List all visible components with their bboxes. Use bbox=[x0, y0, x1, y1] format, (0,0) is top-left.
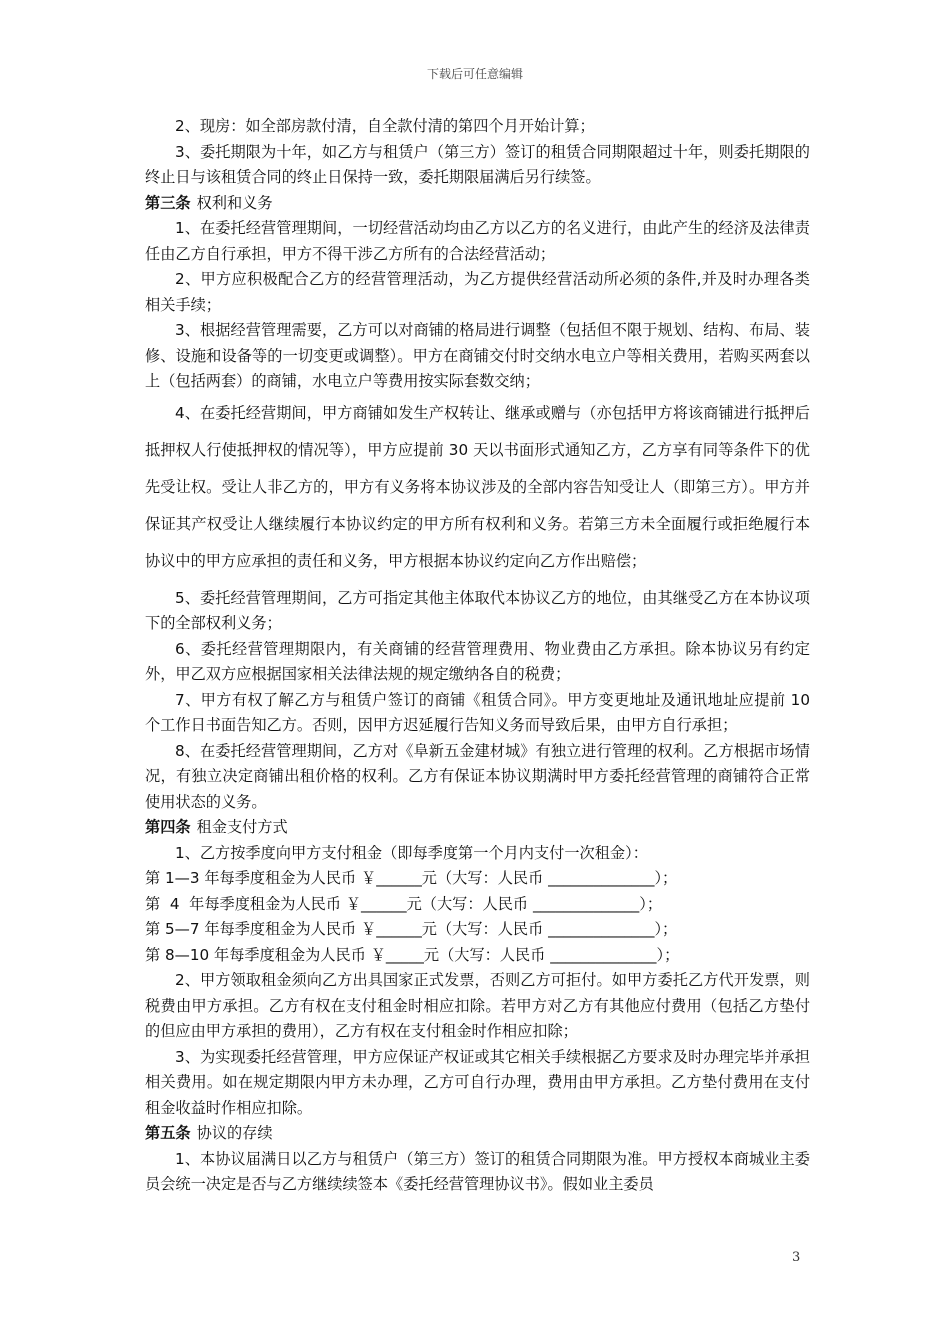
paragraph: 7、甲方有权了解乙方与租赁户签订的商铺《租赁合同》。甲方变更地址及通讯地址应提前 10 个工作日书面告知乙方。否则，因甲方迟延履行告知义务而导致后果，由甲方自行承担； bbox=[145, 690, 810, 734]
rent-line: 第 8—10 年每季度租金为人民币 ￥_____元（大写：人民币 ______________）； bbox=[145, 945, 680, 964]
paragraph: 1、乙方按季度向甲方支付租金（即每季度第一个月内支付一次租金）： bbox=[175, 843, 648, 862]
article-heading bbox=[145, 815, 810, 841]
paragraph: 3、根据经营管理需要，乙方可以对商铺的格局进行调整（包括但不限于规划、结构、布局、装修、设施和设备等的一切变更或调整）。甲方在商铺交付时交纳水电立户等相关费用，若购买两套以上（包括两套）的商铺，水电立户等费用按实际套数交纳； bbox=[145, 321, 810, 390]
paragraph: 3、为实现委托经营管理，甲方应保证产权证或其它相关手续根据乙方要求及时办理完毕并承担相关费用。如在规定期限内甲方未办理，乙方可自行办理，费用由甲方承担。乙方垫付费用在支付租金收益时作相应扣除。 bbox=[145, 1047, 810, 1117]
paragraph: 2、甲方应积极配合乙方的经营管理活动，为乙方提供经营活动所必须的条件,并及时办理各类相关手续； bbox=[145, 270, 810, 314]
paragraph: 1、本协议届满日以乙方与租赁户（第三方）签订的租赁合同期限为准。甲方授权本商城业主委员会统一决定是否与乙方继续续签本《委托经营管理协议书》。假如业主委员 bbox=[145, 1149, 810, 1193]
paragraph: 2、现房：如全部房款付清，自全款付清的第四个月开始计算； bbox=[175, 117, 595, 135]
rent-line: 第 1—3 年每季度租金为人民币 ￥______元（大写：人民币 ______________）； bbox=[145, 869, 678, 887]
paragraph: 6、委托经营管理期限内，有关商铺的经营管理费用、物业费由乙方承担。除本协议另有约定外，甲乙双方应根据国家相关法律法规的规定缴纳各自的税费； bbox=[145, 639, 810, 683]
article-title: 权利和义务 bbox=[196, 193, 273, 212]
article-title: 协议的存续 bbox=[196, 1124, 273, 1142]
article-label: 第三条 bbox=[145, 193, 191, 212]
page-number: 3 bbox=[792, 1250, 801, 1265]
paragraph: 8、在委托经营管理期间，乙方对《阜新五金建材城》有独立进行管理的权利。乙方根据市场情况，有独立决定商铺出租价格的权利。乙方有保证本协议期满时甲方委托经营管理的商铺符合正常使用状态的义务。 bbox=[145, 741, 810, 811]
article-label: 第五条 bbox=[145, 1124, 191, 1142]
paragraph: 4、在委托经营期间，甲方商铺如发生产权转让、继承或赠与（亦包括甲方将该商铺进行抵押后抵押权人行使抵押权的情况等），甲方应提前 30 天以书面形式通知乙方，乙方享有同等条件下的优先受让权。受让人非乙方的，甲方有义务将本协议涉及的全部内容告知受让人（即第三方）。甲方并保证其产权受让人继续履行本协议约定的甲方所有权利和义务。若第三方未全面履行或拒绝履行本协议中的甲方应承担的责任和义务，甲方根据本协议约定向乙方作出赔偿； bbox=[145, 403, 810, 570]
article-heading bbox=[145, 1121, 810, 1147]
rent-line: 第 5—7 年每季度租金为人民币 ￥______元（大写：人民币 ______________）； bbox=[145, 920, 678, 938]
article-title: 租金支付方式 bbox=[196, 818, 288, 836]
paragraph: 1、在委托经营管理期间，一切经营活动均由乙方以乙方的名义进行，由此产生的经济及法律责任由乙方自行承担，甲方不得干涉乙方所有的合法经营活动； bbox=[145, 219, 810, 263]
document-body bbox=[145, 114, 810, 1198]
rent-line: 第 4 年每季度租金为人民币 ￥______元（大写：人民币 ______________）； bbox=[145, 894, 663, 913]
paragraph: 5、委托经营管理期间，乙方可指定其他主体取代本协议乙方的地位，由其继受乙方在本协议项下的全部权利义务； bbox=[145, 588, 810, 632]
article-heading bbox=[145, 191, 810, 217]
article-label: 第四条 bbox=[145, 818, 191, 836]
paragraph: 3、委托期限为十年，如乙方与租赁户（第三方）签订的租赁合同期限超过十年，则委托期限的终止日与该租赁合同的终止日保持一致，委托期限届满后另行续签。 bbox=[145, 142, 810, 186]
paragraph: 2、甲方领取租金须向乙方出具国家正式发票，否则乙方可拒付。如甲方委托乙方代开发票，则税费由甲方承担。乙方有权在支付租金时相应扣除。若甲方对乙方有其他应付费用（包括乙方垫付的但应由甲方承担的费用），乙方有权在支付租金时作相应扣除； bbox=[145, 971, 810, 1040]
header-note: 下载后可任意编辑 bbox=[426, 67, 523, 81]
